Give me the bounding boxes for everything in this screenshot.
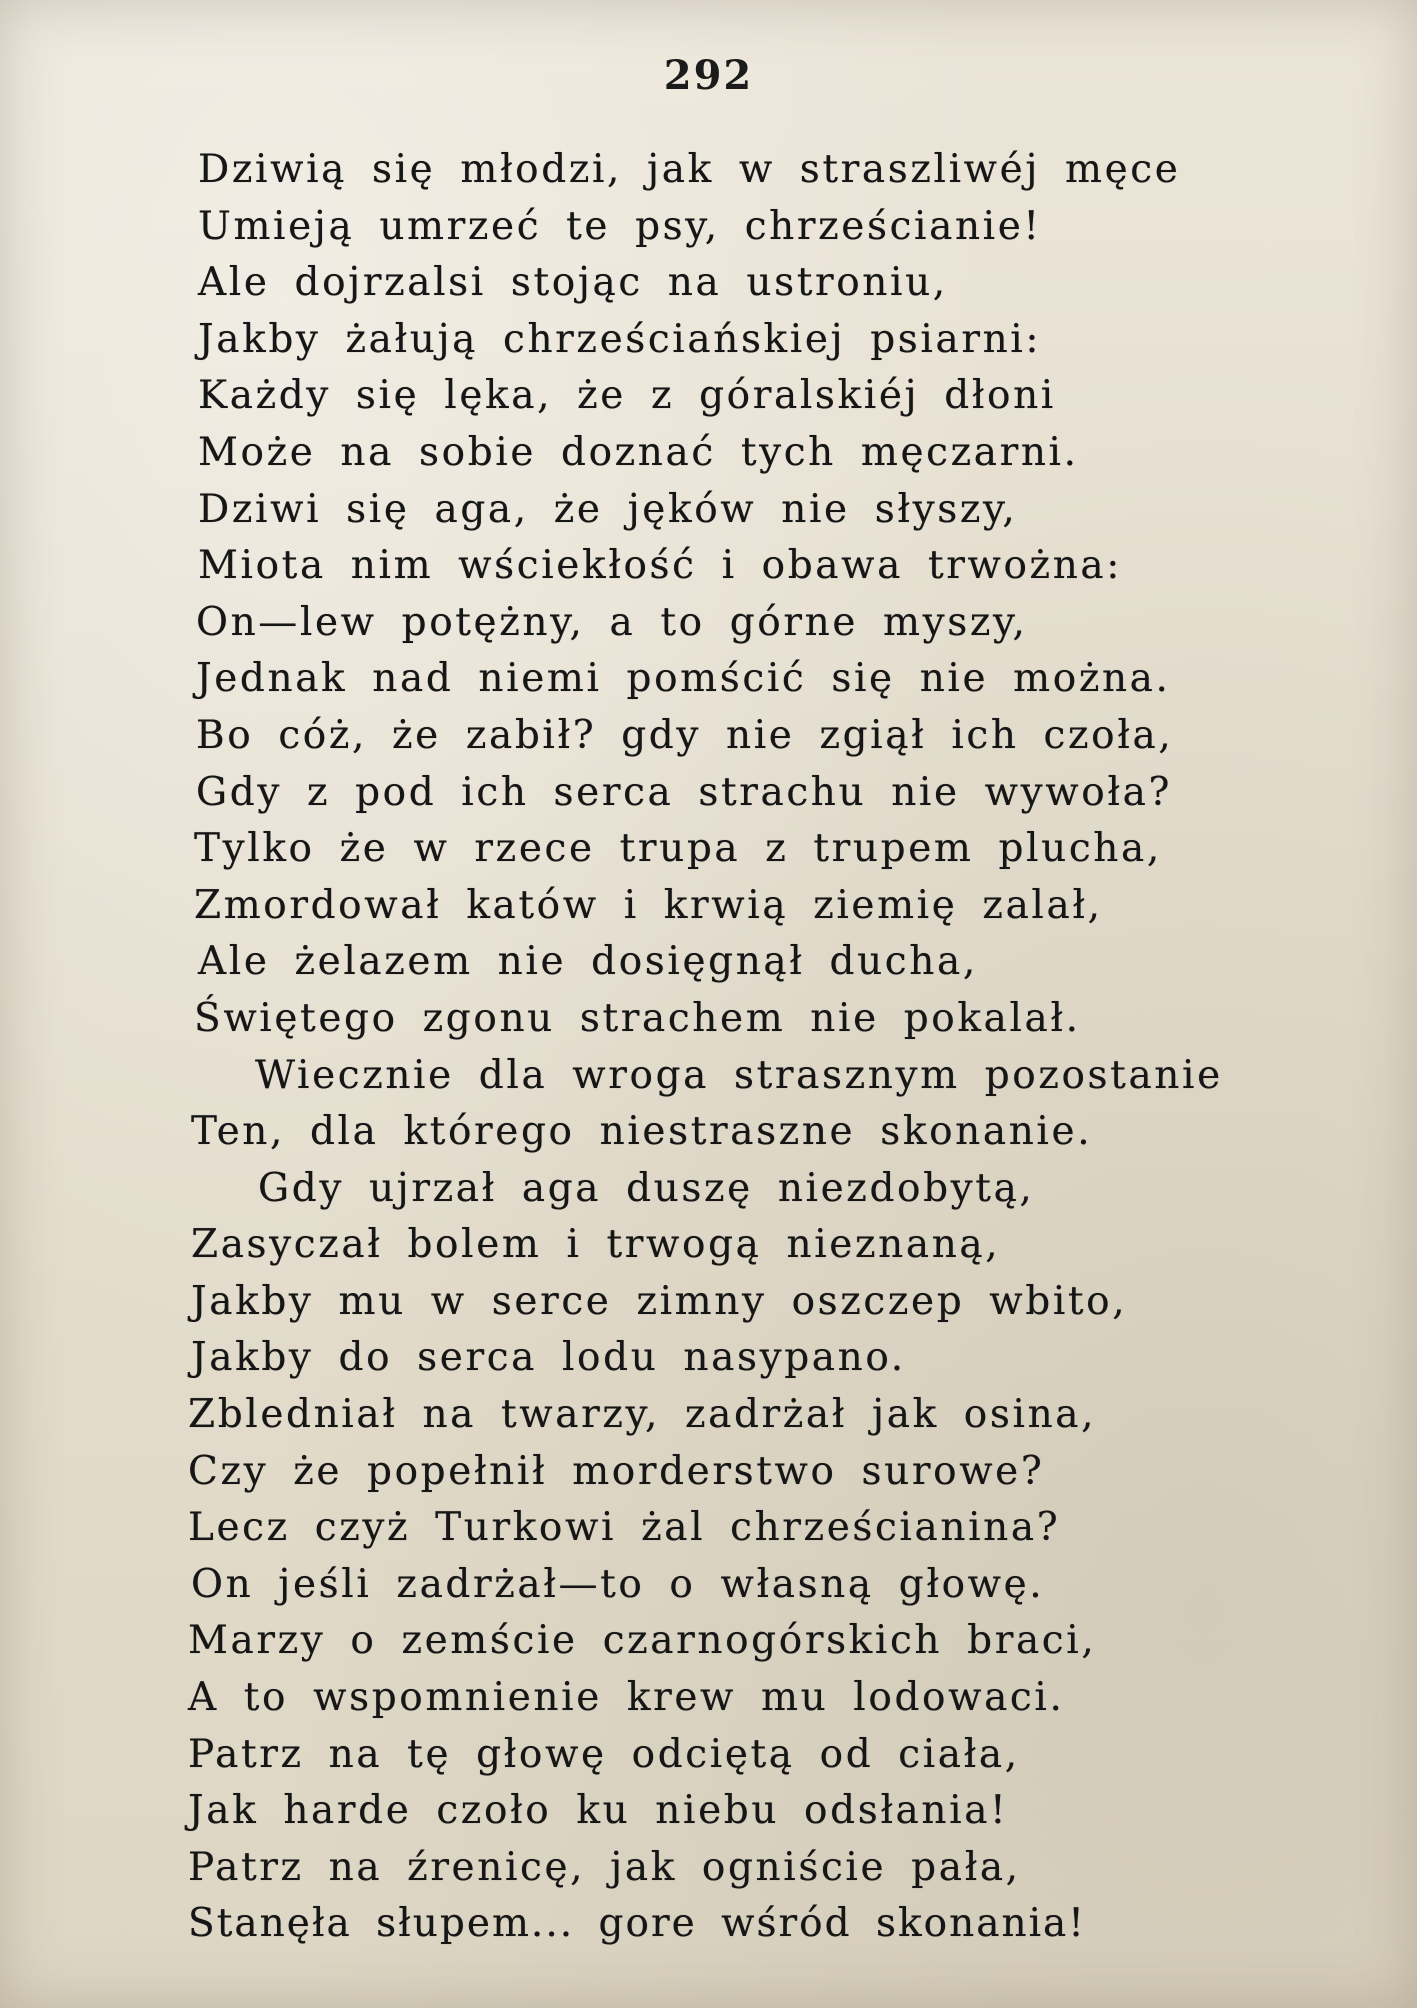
poem-line: On—lew potężny, a to górne myszy, (196, 599, 1028, 645)
poem-line: Świętego zgonu strachem nie pokalał. (194, 995, 1081, 1041)
poem-line: Patrz na źrenicę, jak ogniście pała, (188, 1844, 1021, 1890)
poem-line: Gdy ujrzał aga duszę niezdobytą, (258, 1165, 1035, 1211)
poem-line: Zasyczał bolem i trwogą nieznaną, (191, 1222, 1001, 1268)
poem-line: Jednak nad niemi pomścić się nie można. (196, 656, 1171, 702)
poem-line: Ale żelazem nie dosięgnął ducha, (198, 939, 978, 985)
poem-line: Marzy o zemście czarnogórskich braci, (188, 1618, 1097, 1664)
poem-line: Ten, dla którego niestraszne skonanie. (191, 1109, 1093, 1155)
poem-line: Jakby żałują chrześciańskiej psiarni: (198, 316, 1042, 362)
poem-line: On jeśli zadrżał—to o własną głowę. (191, 1561, 1045, 1607)
poem-line: Miota nim wściekłość i obawa trwożna: (198, 543, 1123, 589)
poem-line: Dziwią się młodzi, jak w straszliwéj męce (198, 147, 1181, 192)
poem-line: Lecz czyż Turkowi żal chrześcianina? (188, 1505, 1061, 1551)
poem-line: Tylko że w rzece trupa z trupem plucha, (194, 826, 1162, 872)
poem-line: Jakby mu w serce zimny oszczep wbito, (191, 1278, 1128, 1324)
poem-line: Zbledniał na twarzy, zadrżał jak osina, (188, 1392, 1097, 1438)
poem-line: Ale dojrzalsi stojąc na ustroniu, (198, 260, 948, 306)
poem-line: Gdy z pod ich serca strachu nie wywoła? (196, 769, 1172, 815)
poem-line: Wiecznie dla wroga strasznym pozostanie (255, 1052, 1223, 1098)
poem-text (0, 142, 1417, 1953)
poem-line: Dziwi się aga, że jęków nie słyszy, (198, 486, 1018, 532)
poem-line: Umieją umrzeć te psy, chrześcianie! (198, 203, 1042, 249)
page-number: 292 (663, 52, 754, 99)
poem-line: Jak harde czoło ku niebu odsłania! (188, 1788, 1009, 1834)
poem-line: Zmordował katów i krwią ziemię zalał, (194, 882, 1103, 928)
poem-line: Jakby do serca lodu nasypano. (191, 1335, 906, 1381)
poem-line: Może na sobie doznać tych męczarni. (198, 429, 1079, 475)
poem-line: Patrz na tę głowę odciętą od ciała, (188, 1731, 1020, 1777)
poem-line: A to wspomnienie krew mu lodowaci. (188, 1675, 1065, 1721)
poem-line: Bo cóż, że zabił? gdy nie zgiął ich czoła, (196, 712, 1174, 758)
poem-line: Stanęła słupem... gore wśród skonania! (188, 1901, 1086, 1947)
poem-line: Każdy się lęka, że z góralskiéj dłoni (198, 373, 1056, 419)
poem-line: Czy że popełnił morderstwo surowe? (188, 1448, 1045, 1494)
